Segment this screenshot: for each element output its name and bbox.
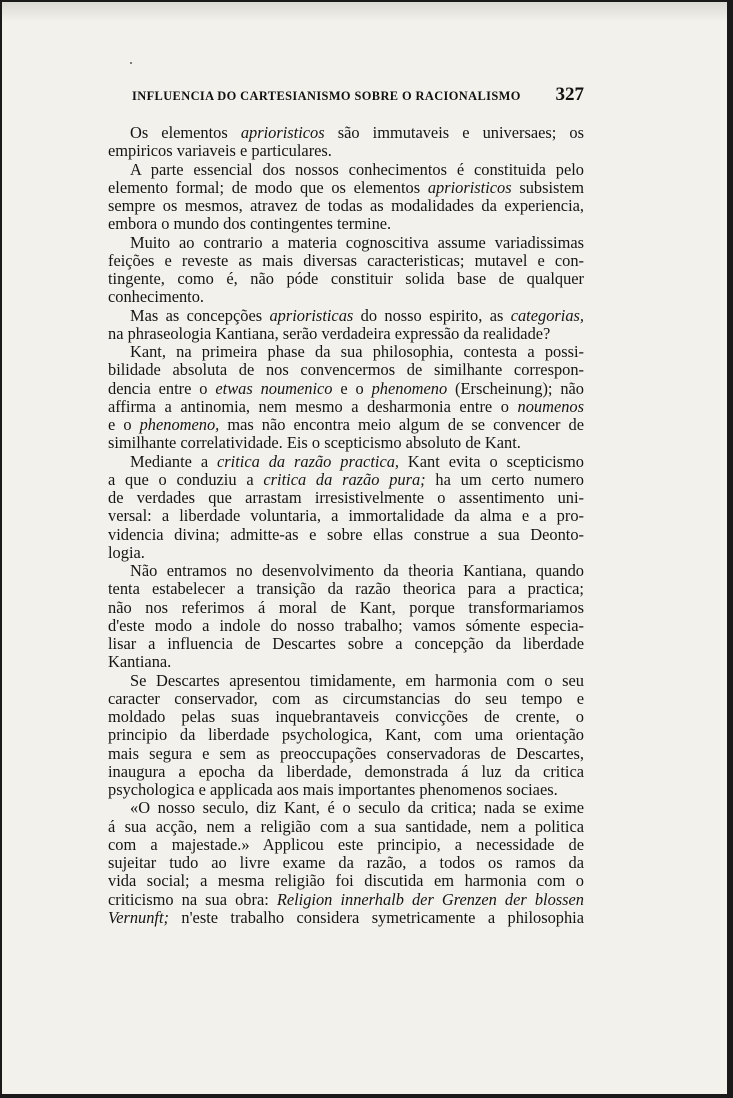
italic-term: phenomeno [371,378,448,398]
text-line [108,398,584,416]
text-run: similhante correlatividade. Eis o scepticismo absoluto de Kant. [108,433,521,453]
text-line [108,562,584,580]
text-run: vida social; a mesma religião foi discutida em harmonia com o [108,871,584,891]
text-line [108,617,584,635]
text-line [108,836,584,854]
italic-term: aprioristicos [240,123,325,142]
body-text [108,124,584,927]
text-line [108,288,584,306]
text-line [108,507,584,525]
text-run: são immutaveis e universaes; os [324,123,584,142]
italic-term: Vernunft; [108,907,169,927]
text-run: criticismo na sua obra: [108,889,277,909]
text-line [108,215,584,233]
text-line [108,380,584,398]
book-page [2,2,727,1094]
italic-term: Religion innerhalb der Grenzen der blossen [276,889,584,909]
text-line [108,361,584,379]
text-line [108,453,584,471]
text-run: a que o conduziu a [108,469,264,489]
text-line [108,781,584,799]
text-run: e o [332,378,372,398]
text-run: sujeitar tudo ao livre exame da razão, a todos os ramos da [108,853,584,872]
scan-edge-shading [2,2,727,22]
text-run: empiricos variaveis e particulares. [108,141,332,161]
text-line [108,854,584,872]
text-line [108,124,584,142]
text-run: versal: a liberdade voluntaria, a immortalidade da alma e a pro- [108,506,584,526]
text-run: bilidade absoluta de nos convencermos de similhante correspon- [108,360,584,380]
text-line [108,745,584,763]
text-line [108,489,584,507]
text-run: conhecimento. [108,287,205,307]
text-run: «O nosso seculo, diz Kant, é o seculo da critica; nada se exime [130,798,584,818]
italic-term: etwas noumenico [215,378,333,398]
italic-term: phenomeno, [139,415,220,434]
page-header [132,84,584,110]
text-line [108,672,584,690]
text-line [108,325,584,343]
text-run: Kant, na primeira phase da sua philosophia, contesta a possi- [130,342,584,361]
text-run: Kantiana. [108,652,172,672]
text-line [108,142,584,160]
text-run: inaugura a epocha da liberdade, demonstrada á luz da critica [108,761,584,781]
text-line [108,343,584,361]
italic-term: critica da razão practica, [217,451,400,471]
text-run: ha um certo numero [425,469,584,489]
text-line [108,270,584,288]
text-run: Muito ao contrario a materia cognoscitiva assume variadissimas [130,232,584,252]
text-line [108,726,584,744]
text-line [108,799,584,817]
text-run: caracter conservador, com as circumstancias do seu tempo e [108,688,584,708]
italic-term: aprioristicas [269,305,354,325]
text-run: affirma a antinomia, nem mesmo a desharmonia entre o [108,396,518,416]
running-title: INFLUENCIA DO CARTESIANISMO SOBRE O RACIONALISMO [132,89,521,103]
text-line [108,708,584,726]
text-line [108,179,584,197]
italic-term: aprioristicos [427,177,512,197]
text-run: elemento formal; de modo que os elementos [108,177,428,197]
text-run: de verdades que arrastam irresistivelmente o assentimento uni- [108,488,584,507]
text-run: Os elementos [130,123,241,142]
text-run: Kant evita o scepticismo [399,451,584,471]
text-line [108,307,584,325]
text-run: A parte essencial dos nossos conhecimentos é constituida pelo [130,159,584,179]
text-line [108,818,584,836]
text-line [108,197,584,215]
text-line [108,544,584,562]
text-line [108,161,584,179]
text-run: dencia entre o [108,378,216,398]
text-line [108,891,584,909]
text-run: embora o mundo dos contingentes termine. [108,214,392,234]
italic-term: critica da razão pura; [263,469,426,489]
text-run: Não entramos no desenvolvimento da theoria Kantiana, quando [130,561,584,580]
text-line [108,872,584,890]
italic-term: noumenos [517,396,584,416]
text-run: do nosso espirito, as [353,305,511,325]
text-run: mas não encontra meio algum de se convencer de [219,415,585,434]
text-run: moldado pelas suas inquebrantaveis convicções de crente, o [108,707,584,726]
text-run: Mediante a [130,451,218,471]
scan-speck [130,62,132,64]
text-run: Mas as concepções [130,305,270,325]
text-line [108,653,584,671]
text-run: Se Descartes apresentou timidamente, em harmonia com o seu [130,670,584,690]
text-run: com a majestade.» Applicou este principio, a necessidade de [108,834,584,854]
text-run: tingente, como é, não póde constituir solida base de qualquer [108,269,584,288]
text-line [108,234,584,252]
text-line [108,909,584,927]
text-line [108,526,584,544]
text-run: videncia divina; admitte-as e sobre ellas construe a sua Deonto- [108,524,584,544]
text-line [108,580,584,598]
text-run: á sua acção, nem a religião com a sua santidade, nem a politica [108,816,584,836]
text-run: (Erscheinung); não [447,378,584,398]
text-line [108,471,584,489]
text-run: não nos referimos á moral de Kant, porque transformariamos [108,597,584,617]
text-run: n'este trabalho considera symetricamente a philosophia [169,907,584,927]
text-line [108,252,584,270]
text-line [108,599,584,617]
text-run: mais segura e sem as preoccupações conservadoras de Descartes, [108,743,584,763]
text-run: d'este modo a indole do nosso trabalho; vamos sómente especia- [108,615,584,635]
text-run: feições e reveste as mais diversas caracteristicas; mutavel e con- [108,250,584,270]
text-line [108,690,584,708]
text-run: lisar a influencia de Descartes sobre a concepção da liberdade [108,634,584,653]
text-run: psychologica e applicada aos mais importantes phenomenos sociaes. [108,780,558,799]
text-run: principio da liberdade psychologica, Kant, com uma orientação [108,725,584,745]
text-line [108,434,584,452]
text-line [108,763,584,781]
page-number: 327 [555,84,584,105]
text-run: subsistem [511,177,584,197]
text-run: na phraseologia Kantiana, serão verdadeira expressão da realidade? [108,323,551,343]
text-line [108,635,584,653]
text-run: logia. [108,542,145,562]
text-run: sempre os mesmos, atravez de todas as modalidades da experiencia, [108,196,584,215]
text-run: e o [108,415,140,434]
text-run: tenta estabelecer a transição da razão theorica para a practica; [108,579,584,599]
text-line [108,416,584,434]
italic-term: categorias, [510,305,584,325]
